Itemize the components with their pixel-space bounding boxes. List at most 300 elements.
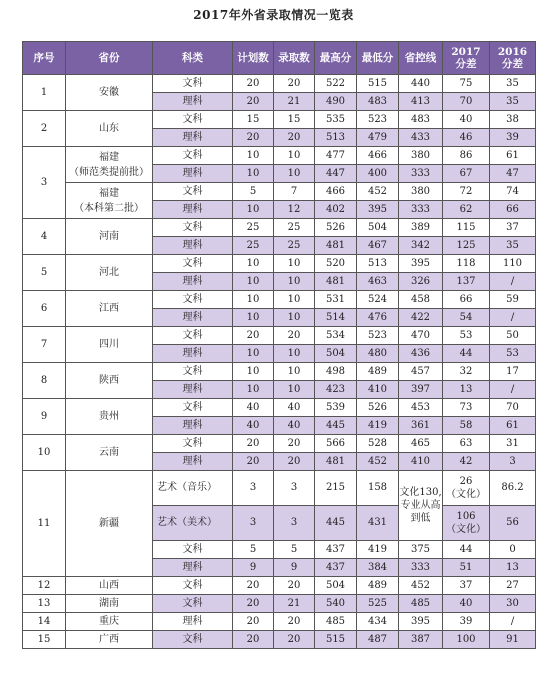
table-row [23, 183, 536, 201]
table-row [23, 147, 536, 165]
diff2017-cell: 46 [443, 129, 490, 147]
min-cell: 467 [357, 237, 399, 255]
plan-cell: 20 [233, 577, 274, 595]
control-cell: 395 [399, 613, 443, 631]
subject-cell: 文科 [153, 147, 233, 165]
max-cell: 445 [315, 417, 357, 435]
diff2017-cell: 70 [443, 93, 490, 111]
plan-cell: 10 [233, 273, 274, 291]
row-no: 10 [23, 435, 66, 471]
min-cell: 487 [357, 631, 399, 649]
min-cell: 483 [357, 93, 399, 111]
min-cell: 452 [357, 183, 399, 201]
province-name: 山东 [66, 111, 153, 147]
control-cell: 470 [399, 327, 443, 345]
plan-cell: 15 [233, 111, 274, 129]
diff2017-cell: 54 [443, 309, 490, 327]
subject-cell: 理科 [153, 129, 233, 147]
admitted-cell: 10 [274, 291, 315, 309]
min-cell: 419 [357, 417, 399, 435]
row-no: 2 [23, 111, 66, 147]
diff2016-cell: 61 [490, 147, 536, 165]
diff2016-cell: 91 [490, 631, 536, 649]
max-cell: 504 [315, 577, 357, 595]
row-no: 3 [23, 147, 66, 219]
admitted-cell: 10 [274, 345, 315, 363]
control-cell: 422 [399, 309, 443, 327]
plan-cell: 20 [233, 613, 274, 631]
table-row [23, 255, 536, 273]
plan-cell: 40 [233, 399, 274, 417]
diff2016-cell: 30 [490, 595, 536, 613]
control-cell: 389 [399, 219, 443, 237]
max-cell: 504 [315, 345, 357, 363]
control-cell: 465 [399, 435, 443, 453]
min-cell: 504 [357, 219, 399, 237]
max-cell: 526 [315, 219, 357, 237]
diff2017-cell [443, 471, 490, 506]
plan-cell: 10 [233, 291, 274, 309]
control-cell: 436 [399, 345, 443, 363]
diff2016-cell: 59 [490, 291, 536, 309]
control-cell: 342 [399, 237, 443, 255]
plan-cell: 5 [233, 183, 274, 201]
min-cell: 158 [357, 471, 399, 506]
admitted-cell: 10 [274, 147, 315, 165]
admitted-cell: 12 [274, 201, 315, 219]
control-cell: 453 [399, 399, 443, 417]
min-cell: 528 [357, 435, 399, 453]
admitted-cell: 7 [274, 183, 315, 201]
diff2016-cell: / [490, 613, 536, 631]
diff2017-cell: 86 [443, 147, 490, 165]
row-no: 9 [23, 399, 66, 435]
max-cell: 540 [315, 595, 357, 613]
diff2017-cell: 42 [443, 453, 490, 471]
plan-cell: 20 [233, 93, 274, 111]
control-cell: 433 [399, 129, 443, 147]
max-cell: 215 [315, 471, 357, 506]
diff2017-cell: 37 [443, 577, 490, 595]
plan-cell: 3 [233, 506, 274, 541]
subject-cell: 艺术（音乐） [153, 471, 233, 506]
max-cell: 515 [315, 631, 357, 649]
subject-cell: 文科 [153, 577, 233, 595]
diff2017-cell: 137 [443, 273, 490, 291]
max-cell: 437 [315, 559, 357, 577]
control-cell: 333 [399, 201, 443, 219]
max-cell: 447 [315, 165, 357, 183]
control-cell: 457 [399, 363, 443, 381]
admitted-cell: 25 [274, 237, 315, 255]
max-cell: 535 [315, 111, 357, 129]
min-cell: 419 [357, 541, 399, 559]
diff2017-cell: 51 [443, 559, 490, 577]
subject-cell: 文科 [153, 435, 233, 453]
province-name: 重庆 [66, 613, 153, 631]
plan-cell: 3 [233, 471, 274, 506]
min-cell: 515 [357, 75, 399, 93]
diff2016-cell: 31 [490, 435, 536, 453]
min-cell: 524 [357, 291, 399, 309]
diff2016-cell: 27 [490, 577, 536, 595]
max-cell: 534 [315, 327, 357, 345]
diff2016-cell: 56 [490, 506, 536, 541]
province-name [66, 183, 153, 219]
control-cell: 397 [399, 381, 443, 399]
diff2016-cell: 70 [490, 399, 536, 417]
plan-cell: 25 [233, 237, 274, 255]
subject-cell: 文科 [153, 183, 233, 201]
plan-cell: 10 [233, 147, 274, 165]
min-cell: 489 [357, 363, 399, 381]
diff2017-cell: 44 [443, 541, 490, 559]
control-cell: 333 [399, 559, 443, 577]
province-name-main: 福建 [99, 151, 119, 163]
min-cell: 463 [357, 273, 399, 291]
min-cell: 434 [357, 613, 399, 631]
admitted-cell: 9 [274, 559, 315, 577]
max-cell: 485 [315, 613, 357, 631]
diff2017-cell: 44 [443, 345, 490, 363]
diff2016-cell: 61 [490, 417, 536, 435]
header-no: 序号 [23, 42, 66, 75]
diff2016-cell: 38 [490, 111, 536, 129]
province-name: 山西 [66, 577, 153, 595]
admitted-cell: 20 [274, 453, 315, 471]
max-cell: 520 [315, 255, 357, 273]
diff2017-cell: 13 [443, 381, 490, 399]
row-no: 5 [23, 255, 66, 291]
province-name-main: 福建 [99, 187, 119, 199]
diff2017-cell: 67 [443, 165, 490, 183]
province-name: 贵州 [66, 399, 153, 435]
control-cell: 375 [399, 541, 443, 559]
control-cell: 380 [399, 147, 443, 165]
row-no: 4 [23, 219, 66, 255]
min-cell: 431 [357, 506, 399, 541]
max-cell: 481 [315, 237, 357, 255]
admitted-cell: 5 [274, 541, 315, 559]
table-row [23, 595, 536, 613]
plan-cell: 20 [233, 435, 274, 453]
max-cell: 514 [315, 309, 357, 327]
admitted-cell: 40 [274, 399, 315, 417]
subject-cell: 理科 [153, 381, 233, 399]
admitted-cell: 10 [274, 381, 315, 399]
province-name: 云南 [66, 435, 153, 471]
control-cell: 452 [399, 577, 443, 595]
table-row [23, 75, 536, 93]
subject-cell: 理科 [153, 417, 233, 435]
control-cell: 410 [399, 453, 443, 471]
admitted-cell: 20 [274, 577, 315, 595]
diff2017-note: （文化） [446, 489, 486, 500]
admitted-cell: 21 [274, 93, 315, 111]
min-cell: 395 [357, 201, 399, 219]
subject-cell: 文科 [153, 255, 233, 273]
admitted-cell: 10 [274, 255, 315, 273]
max-cell: 531 [315, 291, 357, 309]
control-cell: 387 [399, 631, 443, 649]
diff2017-cell: 53 [443, 327, 490, 345]
admitted-cell: 20 [274, 75, 315, 93]
table-row [23, 363, 536, 381]
admitted-cell: 10 [274, 363, 315, 381]
row-no: 8 [23, 363, 66, 399]
subject-cell: 文科 [153, 327, 233, 345]
diff2017-cell: 73 [443, 399, 490, 417]
diff2016-cell: 35 [490, 237, 536, 255]
page-title: 2017年外省录取情况一览表 [193, 8, 354, 22]
diff2017-cell: 40 [443, 595, 490, 613]
subject-cell: 文科 [153, 363, 233, 381]
max-cell: 498 [315, 363, 357, 381]
max-cell: 513 [315, 129, 357, 147]
control-cell: 333 [399, 165, 443, 183]
max-cell: 481 [315, 453, 357, 471]
max-cell: 445 [315, 506, 357, 541]
plan-cell: 10 [233, 363, 274, 381]
row-no: 13 [23, 595, 66, 613]
max-cell: 437 [315, 541, 357, 559]
table-row [23, 471, 536, 506]
plan-cell: 20 [233, 631, 274, 649]
header-admitted: 录取数 [274, 42, 315, 75]
subject-cell: 理科 [153, 201, 233, 219]
plan-cell: 9 [233, 559, 274, 577]
province-name: 河北 [66, 255, 153, 291]
row-no: 6 [23, 291, 66, 327]
plan-cell: 20 [233, 595, 274, 613]
diff2016-cell: / [490, 273, 536, 291]
min-cell: 466 [357, 147, 399, 165]
diff2017-cell: 115 [443, 219, 490, 237]
province-name: 湖南 [66, 595, 153, 613]
province-name: 新疆 [66, 471, 153, 577]
max-cell: 522 [315, 75, 357, 93]
control-cell: 326 [399, 273, 443, 291]
subject-cell: 文科 [153, 219, 233, 237]
admitted-cell: 15 [274, 111, 315, 129]
diff2017-note: （文化） [446, 524, 486, 535]
row-no: 14 [23, 613, 66, 631]
admitted-cell: 20 [274, 327, 315, 345]
admitted-cell: 25 [274, 219, 315, 237]
subject-cell: 理科 [153, 273, 233, 291]
header-province: 省份 [66, 42, 153, 75]
row-no: 15 [23, 631, 66, 649]
min-cell: 400 [357, 165, 399, 183]
subject-cell: 理科 [153, 165, 233, 183]
control-cell: 485 [399, 595, 443, 613]
max-cell: 490 [315, 93, 357, 111]
max-cell: 477 [315, 147, 357, 165]
subject-cell: 文科 [153, 75, 233, 93]
subject-cell: 文科 [153, 111, 233, 129]
control-cell: 395 [399, 255, 443, 273]
subject-cell: 文科 [153, 399, 233, 417]
province-name: 四川 [66, 327, 153, 363]
plan-cell: 40 [233, 417, 274, 435]
control-cell: 361 [399, 417, 443, 435]
diff2016-cell: 3 [490, 453, 536, 471]
diff2017-value: 106 [456, 511, 476, 522]
diff2017-cell: 66 [443, 291, 490, 309]
min-cell: 525 [357, 595, 399, 613]
table-row [23, 631, 536, 649]
diff2017-cell: 75 [443, 75, 490, 93]
diff2016-cell: 53 [490, 345, 536, 363]
min-cell: 513 [357, 255, 399, 273]
diff2016-cell: 110 [490, 255, 536, 273]
min-cell: 523 [357, 111, 399, 129]
diff2016-cell: / [490, 309, 536, 327]
plan-cell: 5 [233, 541, 274, 559]
diff2017-cell: 118 [443, 255, 490, 273]
admitted-cell: 3 [274, 506, 315, 541]
province-name: 安徽 [66, 75, 153, 111]
header-plan: 计划数 [233, 42, 274, 75]
plan-cell: 20 [233, 129, 274, 147]
province-name: 江西 [66, 291, 153, 327]
control-cell: 380 [399, 183, 443, 201]
diff2016-cell: / [490, 381, 536, 399]
min-cell: 480 [357, 345, 399, 363]
plan-cell: 10 [233, 345, 274, 363]
admitted-cell: 20 [274, 631, 315, 649]
min-cell: 476 [357, 309, 399, 327]
min-cell: 410 [357, 381, 399, 399]
table-row [23, 219, 536, 237]
row-no: 7 [23, 327, 66, 363]
admitted-cell: 10 [274, 309, 315, 327]
table-row [23, 111, 536, 129]
min-cell: 489 [357, 577, 399, 595]
min-cell: 479 [357, 129, 399, 147]
table-row [23, 613, 536, 631]
max-cell: 481 [315, 273, 357, 291]
admitted-cell: 20 [274, 613, 315, 631]
max-cell: 423 [315, 381, 357, 399]
row-no: 12 [23, 577, 66, 595]
admitted-cell: 40 [274, 417, 315, 435]
diff2016-cell: 39 [490, 129, 536, 147]
header-min: 最低分 [357, 42, 399, 75]
plan-cell: 10 [233, 165, 274, 183]
plan-cell: 20 [233, 327, 274, 345]
max-cell: 402 [315, 201, 357, 219]
province-name-note: （本科第二批） [74, 202, 144, 214]
subject-cell: 理科 [153, 559, 233, 577]
header-diff-2017: 2017 分差 [443, 42, 490, 75]
diff2017-cell: 58 [443, 417, 490, 435]
diff2016-cell: 50 [490, 327, 536, 345]
diff2016-cell: 74 [490, 183, 536, 201]
subject-cell: 理科 [153, 93, 233, 111]
diff2016-cell: 0 [490, 541, 536, 559]
plan-cell: 10 [233, 255, 274, 273]
province-name: 河南 [66, 219, 153, 255]
diff2017-cell: 72 [443, 183, 490, 201]
plan-cell: 20 [233, 453, 274, 471]
control-cell: 440 [399, 75, 443, 93]
subject-cell: 文科 [153, 631, 233, 649]
control-cell: 文化130,专业从高到低 [399, 471, 443, 541]
max-cell: 466 [315, 183, 357, 201]
min-cell: 452 [357, 453, 399, 471]
table-row [23, 435, 536, 453]
row-no: 11 [23, 471, 66, 577]
admitted-cell: 20 [274, 129, 315, 147]
province-name: 陕西 [66, 363, 153, 399]
row-no: 1 [23, 75, 66, 111]
diff2017-cell: 62 [443, 201, 490, 219]
admitted-cell: 10 [274, 273, 315, 291]
subject-cell: 理科 [153, 453, 233, 471]
admitted-cell: 10 [274, 165, 315, 183]
admission-table [22, 41, 536, 649]
diff2017-cell: 40 [443, 111, 490, 129]
diff2016-cell: 37 [490, 219, 536, 237]
diff2016-cell: 13 [490, 559, 536, 577]
table-row [23, 577, 536, 595]
diff2017-cell: 63 [443, 435, 490, 453]
admitted-cell: 3 [274, 471, 315, 506]
diff2016-cell: 35 [490, 93, 536, 111]
diff2017-cell: 32 [443, 363, 490, 381]
province-name [66, 147, 153, 183]
control-cell: 413 [399, 93, 443, 111]
diff2016-cell: 86.2 [490, 471, 536, 506]
diff2017-value: 26 [459, 476, 473, 487]
diff2017-cell [443, 506, 490, 541]
header-control: 省控线 [399, 42, 443, 75]
province-name: 广西 [66, 631, 153, 649]
subject-cell: 理科 [153, 345, 233, 363]
admitted-cell: 21 [274, 595, 315, 613]
table-row [23, 399, 536, 417]
plan-cell: 25 [233, 219, 274, 237]
plan-cell: 20 [233, 75, 274, 93]
table-row [23, 291, 536, 309]
min-cell: 523 [357, 327, 399, 345]
min-cell: 526 [357, 399, 399, 417]
subject-cell: 艺术（美术） [153, 506, 233, 541]
diff2016-cell: 17 [490, 363, 536, 381]
max-cell: 566 [315, 435, 357, 453]
subject-cell: 文科 [153, 595, 233, 613]
max-cell: 539 [315, 399, 357, 417]
province-name-note: （师范类提前批） [69, 166, 149, 178]
control-cell: 458 [399, 291, 443, 309]
subject-cell: 理科 [153, 309, 233, 327]
table-row [23, 327, 536, 345]
header-diff-2016: 2016 分差 [490, 42, 536, 75]
control-cell: 483 [399, 111, 443, 129]
subject-cell: 文科 [153, 291, 233, 309]
diff2016-cell: 35 [490, 75, 536, 93]
subject-cell: 理科 [153, 613, 233, 631]
plan-cell: 10 [233, 381, 274, 399]
subject-cell: 理科 [153, 237, 233, 255]
diff2016-cell: 66 [490, 201, 536, 219]
diff2017-cell: 100 [443, 631, 490, 649]
plan-cell: 10 [233, 309, 274, 327]
diff2017-cell: 39 [443, 613, 490, 631]
plan-cell: 10 [233, 201, 274, 219]
subject-cell: 文科 [153, 541, 233, 559]
